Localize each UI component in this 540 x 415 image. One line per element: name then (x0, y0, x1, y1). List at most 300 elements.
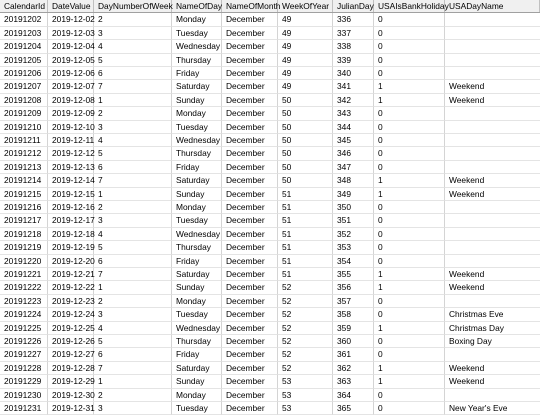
cell-daynumberofweek[interactable]: 6 (94, 161, 172, 174)
column-header-usaisbankholiday[interactable]: USAIsBankHoliday (374, 0, 445, 12)
cell-usaisbankholiday[interactable]: 1 (374, 322, 445, 335)
column-header-datevalue[interactable]: DateValue (48, 0, 94, 12)
cell-calendarid[interactable]: 20191227 (0, 348, 48, 361)
cell-weekofyear[interactable]: 51 (278, 214, 333, 227)
cell-weekofyear[interactable]: 50 (278, 161, 333, 174)
cell-nameofmonth[interactable]: December (222, 134, 278, 147)
cell-weekofyear[interactable]: 52 (278, 348, 333, 361)
cell-usaisbankholiday[interactable]: 1 (374, 281, 445, 294)
cell-usadayname[interactable] (445, 40, 540, 53)
table-row[interactable] (0, 147, 540, 160)
cell-usadayname[interactable]: Weekend (445, 94, 540, 107)
cell-nameofmonth[interactable]: December (222, 295, 278, 308)
cell-daynumberofweek[interactable]: 5 (94, 335, 172, 348)
table-row[interactable] (0, 308, 540, 321)
table-row[interactable] (0, 201, 540, 214)
cell-nameofmonth[interactable]: December (222, 241, 278, 254)
cell-calendarid[interactable]: 20191208 (0, 94, 48, 107)
cell-weekofyear[interactable]: 50 (278, 121, 333, 134)
cell-usaisbankholiday[interactable]: 1 (374, 375, 445, 388)
cell-julianday[interactable]: 365 (333, 402, 374, 415)
column-header-daynumberofweek[interactable]: DayNumberOfWeek (94, 0, 172, 12)
cell-nameofmonth[interactable]: December (222, 335, 278, 348)
cell-nameofday[interactable]: Sunday (172, 375, 222, 388)
cell-usadayname[interactable] (445, 348, 540, 361)
cell-datevalue[interactable]: 2019-12-29 (48, 375, 94, 388)
cell-nameofday[interactable]: Sunday (172, 281, 222, 294)
cell-usadayname[interactable] (445, 67, 540, 80)
cell-weekofyear[interactable]: 49 (278, 80, 333, 93)
cell-julianday[interactable]: 357 (333, 295, 374, 308)
cell-nameofday[interactable]: Monday (172, 13, 222, 26)
cell-nameofday[interactable]: Sunday (172, 94, 222, 107)
cell-usaisbankholiday[interactable]: 0 (374, 228, 445, 241)
cell-usaisbankholiday[interactable]: 0 (374, 402, 445, 415)
cell-nameofmonth[interactable]: December (222, 27, 278, 40)
cell-calendarid[interactable]: 20191204 (0, 40, 48, 53)
cell-daynumberofweek[interactable]: 3 (94, 214, 172, 227)
cell-datevalue[interactable]: 2019-12-12 (48, 147, 94, 160)
cell-nameofday[interactable]: Saturday (172, 268, 222, 281)
cell-daynumberofweek[interactable]: 1 (94, 188, 172, 201)
column-header-nameofday[interactable]: NameOfDay (172, 0, 222, 12)
cell-daynumberofweek[interactable]: 6 (94, 348, 172, 361)
cell-weekofyear[interactable]: 53 (278, 375, 333, 388)
cell-usaisbankholiday[interactable]: 0 (374, 295, 445, 308)
cell-nameofmonth[interactable]: December (222, 94, 278, 107)
table-row[interactable] (0, 362, 540, 375)
cell-nameofmonth[interactable]: December (222, 308, 278, 321)
cell-daynumberofweek[interactable]: 2 (94, 389, 172, 402)
cell-usadayname[interactable]: Christmas Eve (445, 308, 540, 321)
cell-weekofyear[interactable]: 51 (278, 268, 333, 281)
cell-julianday[interactable]: 358 (333, 308, 374, 321)
cell-usaisbankholiday[interactable]: 0 (374, 134, 445, 147)
cell-nameofday[interactable]: Monday (172, 201, 222, 214)
cell-calendarid[interactable]: 20191228 (0, 362, 48, 375)
cell-julianday[interactable]: 349 (333, 188, 374, 201)
cell-usadayname[interactable] (445, 13, 540, 26)
table-row[interactable] (0, 134, 540, 147)
cell-usaisbankholiday[interactable]: 0 (374, 255, 445, 268)
cell-weekofyear[interactable]: 50 (278, 174, 333, 187)
table-row[interactable] (0, 13, 540, 26)
cell-usadayname[interactable]: Christmas Day (445, 322, 540, 335)
cell-calendarid[interactable]: 20191202 (0, 13, 48, 26)
cell-nameofday[interactable]: Wednesday (172, 228, 222, 241)
cell-usadayname[interactable]: Weekend (445, 174, 540, 187)
cell-daynumberofweek[interactable]: 3 (94, 27, 172, 40)
cell-usadayname[interactable] (445, 27, 540, 40)
cell-nameofday[interactable]: Friday (172, 348, 222, 361)
cell-usadayname[interactable] (445, 107, 540, 120)
table-row[interactable] (0, 402, 540, 415)
cell-nameofmonth[interactable]: December (222, 228, 278, 241)
cell-calendarid[interactable]: 20191230 (0, 389, 48, 402)
cell-usadayname[interactable] (445, 389, 540, 402)
cell-usaisbankholiday[interactable]: 0 (374, 241, 445, 254)
cell-nameofday[interactable]: Friday (172, 161, 222, 174)
cell-usadayname[interactable] (445, 161, 540, 174)
cell-usadayname[interactable] (445, 54, 540, 67)
cell-daynumberofweek[interactable]: 1 (94, 375, 172, 388)
table-row[interactable] (0, 94, 540, 107)
cell-julianday[interactable]: 347 (333, 161, 374, 174)
cell-usaisbankholiday[interactable]: 0 (374, 13, 445, 26)
cell-datevalue[interactable]: 2019-12-11 (48, 134, 94, 147)
cell-calendarid[interactable]: 20191221 (0, 268, 48, 281)
cell-nameofday[interactable]: Saturday (172, 80, 222, 93)
cell-weekofyear[interactable]: 52 (278, 295, 333, 308)
cell-calendarid[interactable]: 20191225 (0, 322, 48, 335)
cell-usaisbankholiday[interactable]: 0 (374, 348, 445, 361)
cell-julianday[interactable]: 362 (333, 362, 374, 375)
table-row[interactable] (0, 121, 540, 134)
cell-usaisbankholiday[interactable]: 1 (374, 362, 445, 375)
cell-nameofday[interactable]: Tuesday (172, 27, 222, 40)
cell-datevalue[interactable]: 2019-12-03 (48, 27, 94, 40)
table-row[interactable] (0, 389, 540, 402)
cell-julianday[interactable]: 355 (333, 268, 374, 281)
cell-julianday[interactable]: 363 (333, 375, 374, 388)
column-header-weekofyear[interactable]: WeekOfYear (278, 0, 333, 12)
cell-julianday[interactable]: 338 (333, 40, 374, 53)
cell-nameofday[interactable]: Thursday (172, 335, 222, 348)
cell-calendarid[interactable]: 20191219 (0, 241, 48, 254)
cell-daynumberofweek[interactable]: 7 (94, 268, 172, 281)
cell-nameofmonth[interactable]: December (222, 402, 278, 415)
cell-daynumberofweek[interactable]: 5 (94, 241, 172, 254)
cell-nameofday[interactable]: Friday (172, 67, 222, 80)
cell-daynumberofweek[interactable]: 6 (94, 67, 172, 80)
cell-calendarid[interactable]: 20191206 (0, 67, 48, 80)
cell-usadayname[interactable]: Weekend (445, 188, 540, 201)
cell-usaisbankholiday[interactable]: 0 (374, 67, 445, 80)
cell-nameofmonth[interactable]: December (222, 80, 278, 93)
cell-nameofmonth[interactable]: December (222, 121, 278, 134)
cell-usaisbankholiday[interactable]: 1 (374, 268, 445, 281)
cell-julianday[interactable]: 356 (333, 281, 374, 294)
cell-calendarid[interactable]: 20191217 (0, 214, 48, 227)
cell-nameofmonth[interactable]: December (222, 54, 278, 67)
table-row[interactable] (0, 335, 540, 348)
cell-julianday[interactable]: 348 (333, 174, 374, 187)
table-row[interactable] (0, 348, 540, 361)
cell-datevalue[interactable]: 2019-12-28 (48, 362, 94, 375)
cell-usadayname[interactable] (445, 214, 540, 227)
cell-julianday[interactable]: 351 (333, 214, 374, 227)
cell-usaisbankholiday[interactable]: 0 (374, 335, 445, 348)
cell-weekofyear[interactable]: 52 (278, 322, 333, 335)
column-header-julianday[interactable]: JulianDay (333, 0, 374, 12)
cell-nameofday[interactable]: Tuesday (172, 402, 222, 415)
cell-daynumberofweek[interactable]: 4 (94, 134, 172, 147)
cell-nameofmonth[interactable]: December (222, 67, 278, 80)
cell-datevalue[interactable]: 2019-12-13 (48, 161, 94, 174)
cell-daynumberofweek[interactable]: 7 (94, 362, 172, 375)
cell-nameofday[interactable]: Sunday (172, 188, 222, 201)
cell-usadayname[interactable]: Weekend (445, 362, 540, 375)
cell-daynumberofweek[interactable]: 1 (94, 281, 172, 294)
cell-usaisbankholiday[interactable]: 1 (374, 94, 445, 107)
cell-usaisbankholiday[interactable]: 0 (374, 147, 445, 160)
cell-weekofyear[interactable]: 51 (278, 255, 333, 268)
cell-usadayname[interactable] (445, 295, 540, 308)
cell-julianday[interactable]: 343 (333, 107, 374, 120)
cell-usaisbankholiday[interactable]: 0 (374, 161, 445, 174)
cell-datevalue[interactable]: 2019-12-02 (48, 13, 94, 26)
cell-usadayname[interactable] (445, 147, 540, 160)
cell-nameofmonth[interactable]: December (222, 281, 278, 294)
cell-usadayname[interactable] (445, 228, 540, 241)
cell-nameofday[interactable]: Wednesday (172, 134, 222, 147)
cell-weekofyear[interactable]: 52 (278, 335, 333, 348)
cell-datevalue[interactable]: 2019-12-18 (48, 228, 94, 241)
cell-weekofyear[interactable]: 51 (278, 201, 333, 214)
table-row[interactable] (0, 107, 540, 120)
cell-calendarid[interactable]: 20191218 (0, 228, 48, 241)
cell-julianday[interactable]: 359 (333, 322, 374, 335)
cell-usaisbankholiday[interactable]: 0 (374, 107, 445, 120)
cell-daynumberofweek[interactable]: 2 (94, 13, 172, 26)
cell-nameofmonth[interactable]: December (222, 255, 278, 268)
column-header-usadayname[interactable]: USADayName (445, 0, 540, 12)
cell-usadayname[interactable]: Weekend (445, 375, 540, 388)
cell-weekofyear[interactable]: 52 (278, 362, 333, 375)
cell-nameofmonth[interactable]: December (222, 348, 278, 361)
cell-usaisbankholiday[interactable]: 0 (374, 308, 445, 321)
cell-usaisbankholiday[interactable]: 0 (374, 40, 445, 53)
cell-datevalue[interactable]: 2019-12-07 (48, 80, 94, 93)
cell-calendarid[interactable]: 20191216 (0, 201, 48, 214)
cell-datevalue[interactable]: 2019-12-25 (48, 322, 94, 335)
cell-nameofmonth[interactable]: December (222, 13, 278, 26)
cell-datevalue[interactable]: 2019-12-06 (48, 67, 94, 80)
cell-nameofmonth[interactable]: December (222, 147, 278, 160)
cell-usadayname[interactable]: Weekend (445, 80, 540, 93)
cell-daynumberofweek[interactable]: 2 (94, 201, 172, 214)
cell-julianday[interactable]: 346 (333, 147, 374, 160)
cell-julianday[interactable]: 341 (333, 80, 374, 93)
cell-usaisbankholiday[interactable]: 1 (374, 188, 445, 201)
cell-calendarid[interactable]: 20191214 (0, 174, 48, 187)
cell-daynumberofweek[interactable]: 5 (94, 54, 172, 67)
cell-daynumberofweek[interactable]: 3 (94, 402, 172, 415)
cell-weekofyear[interactable]: 50 (278, 94, 333, 107)
cell-datevalue[interactable]: 2019-12-10 (48, 121, 94, 134)
cell-nameofday[interactable]: Thursday (172, 241, 222, 254)
cell-nameofday[interactable]: Saturday (172, 174, 222, 187)
cell-nameofmonth[interactable]: December (222, 362, 278, 375)
table-row[interactable] (0, 54, 540, 67)
cell-usadayname[interactable]: Weekend (445, 281, 540, 294)
cell-calendarid[interactable]: 20191223 (0, 295, 48, 308)
table-row[interactable] (0, 174, 540, 187)
cell-daynumberofweek[interactable]: 3 (94, 121, 172, 134)
cell-calendarid[interactable]: 20191231 (0, 402, 48, 415)
table-row[interactable] (0, 268, 540, 281)
cell-calendarid[interactable]: 20191211 (0, 134, 48, 147)
cell-datevalue[interactable]: 2019-12-23 (48, 295, 94, 308)
cell-julianday[interactable]: 339 (333, 54, 374, 67)
cell-weekofyear[interactable]: 51 (278, 188, 333, 201)
cell-weekofyear[interactable]: 52 (278, 281, 333, 294)
cell-nameofday[interactable]: Monday (172, 107, 222, 120)
cell-datevalue[interactable]: 2019-12-24 (48, 308, 94, 321)
cell-usadayname[interactable] (445, 134, 540, 147)
cell-nameofmonth[interactable]: December (222, 389, 278, 402)
cell-datevalue[interactable]: 2019-12-31 (48, 402, 94, 415)
cell-datevalue[interactable]: 2019-12-27 (48, 348, 94, 361)
cell-calendarid[interactable]: 20191215 (0, 188, 48, 201)
cell-daynumberofweek[interactable]: 6 (94, 255, 172, 268)
column-header-calendarid[interactable]: CalendarId (0, 0, 48, 12)
table-row[interactable] (0, 67, 540, 80)
table-row[interactable] (0, 188, 540, 201)
cell-usaisbankholiday[interactable]: 1 (374, 80, 445, 93)
cell-weekofyear[interactable]: 51 (278, 228, 333, 241)
cell-nameofday[interactable]: Monday (172, 295, 222, 308)
cell-datevalue[interactable]: 2019-12-15 (48, 188, 94, 201)
cell-calendarid[interactable]: 20191203 (0, 27, 48, 40)
table-row[interactable] (0, 40, 540, 53)
table-row[interactable] (0, 322, 540, 335)
cell-daynumberofweek[interactable]: 2 (94, 107, 172, 120)
column-header-nameofmonth[interactable]: NameOfMonth (222, 0, 278, 12)
cell-weekofyear[interactable]: 53 (278, 402, 333, 415)
cell-usaisbankholiday[interactable]: 0 (374, 27, 445, 40)
cell-weekofyear[interactable]: 53 (278, 389, 333, 402)
cell-calendarid[interactable]: 20191224 (0, 308, 48, 321)
cell-datevalue[interactable]: 2019-12-14 (48, 174, 94, 187)
cell-nameofday[interactable]: Thursday (172, 54, 222, 67)
cell-nameofmonth[interactable]: December (222, 188, 278, 201)
cell-daynumberofweek[interactable]: 4 (94, 228, 172, 241)
cell-julianday[interactable]: 352 (333, 228, 374, 241)
cell-calendarid[interactable]: 20191220 (0, 255, 48, 268)
table-row[interactable] (0, 214, 540, 227)
table-row[interactable] (0, 80, 540, 93)
cell-usaisbankholiday[interactable]: 0 (374, 121, 445, 134)
cell-datevalue[interactable]: 2019-12-30 (48, 389, 94, 402)
cell-datevalue[interactable]: 2019-12-20 (48, 255, 94, 268)
cell-usadayname[interactable]: Boxing Day (445, 335, 540, 348)
table-row[interactable] (0, 255, 540, 268)
table-row[interactable] (0, 295, 540, 308)
cell-nameofmonth[interactable]: December (222, 161, 278, 174)
cell-julianday[interactable]: 361 (333, 348, 374, 361)
cell-datevalue[interactable]: 2019-12-08 (48, 94, 94, 107)
cell-daynumberofweek[interactable]: 5 (94, 147, 172, 160)
cell-datevalue[interactable]: 2019-12-04 (48, 40, 94, 53)
cell-weekofyear[interactable]: 51 (278, 241, 333, 254)
cell-daynumberofweek[interactable]: 4 (94, 40, 172, 53)
cell-weekofyear[interactable]: 50 (278, 147, 333, 160)
cell-nameofday[interactable]: Tuesday (172, 121, 222, 134)
cell-julianday[interactable]: 360 (333, 335, 374, 348)
cell-calendarid[interactable]: 20191205 (0, 54, 48, 67)
cell-daynumberofweek[interactable]: 7 (94, 80, 172, 93)
cell-nameofday[interactable]: Saturday (172, 362, 222, 375)
table-row[interactable] (0, 281, 540, 294)
cell-nameofmonth[interactable]: December (222, 268, 278, 281)
cell-nameofday[interactable]: Tuesday (172, 214, 222, 227)
cell-julianday[interactable]: 353 (333, 241, 374, 254)
cell-calendarid[interactable]: 20191226 (0, 335, 48, 348)
cell-usadayname[interactable] (445, 241, 540, 254)
cell-daynumberofweek[interactable]: 7 (94, 174, 172, 187)
cell-calendarid[interactable]: 20191212 (0, 147, 48, 160)
cell-weekofyear[interactable]: 50 (278, 134, 333, 147)
cell-nameofday[interactable]: Friday (172, 255, 222, 268)
cell-nameofmonth[interactable]: December (222, 107, 278, 120)
table-row[interactable] (0, 375, 540, 388)
table-row[interactable] (0, 161, 540, 174)
cell-usaisbankholiday[interactable]: 0 (374, 201, 445, 214)
cell-datevalue[interactable]: 2019-12-19 (48, 241, 94, 254)
cell-calendarid[interactable]: 20191222 (0, 281, 48, 294)
cell-weekofyear[interactable]: 49 (278, 27, 333, 40)
cell-nameofmonth[interactable]: December (222, 375, 278, 388)
cell-nameofday[interactable]: Wednesday (172, 322, 222, 335)
cell-julianday[interactable]: 336 (333, 13, 374, 26)
cell-daynumberofweek[interactable]: 3 (94, 308, 172, 321)
cell-nameofday[interactable]: Monday (172, 389, 222, 402)
cell-usaisbankholiday[interactable]: 0 (374, 389, 445, 402)
cell-datevalue[interactable]: 2019-12-22 (48, 281, 94, 294)
cell-nameofmonth[interactable]: December (222, 40, 278, 53)
table-row[interactable] (0, 241, 540, 254)
cell-usadayname[interactable]: Weekend (445, 268, 540, 281)
cell-usaisbankholiday[interactable]: 0 (374, 54, 445, 67)
cell-daynumberofweek[interactable]: 2 (94, 295, 172, 308)
cell-weekofyear[interactable]: 49 (278, 67, 333, 80)
cell-nameofmonth[interactable]: December (222, 174, 278, 187)
cell-calendarid[interactable]: 20191207 (0, 80, 48, 93)
cell-datevalue[interactable]: 2019-12-09 (48, 107, 94, 120)
table-row[interactable] (0, 27, 540, 40)
cell-julianday[interactable]: 344 (333, 121, 374, 134)
cell-datevalue[interactable]: 2019-12-17 (48, 214, 94, 227)
cell-weekofyear[interactable]: 49 (278, 13, 333, 26)
cell-calendarid[interactable]: 20191213 (0, 161, 48, 174)
cell-calendarid[interactable]: 20191209 (0, 107, 48, 120)
cell-calendarid[interactable]: 20191229 (0, 375, 48, 388)
cell-usadayname[interactable] (445, 121, 540, 134)
cell-nameofmonth[interactable]: December (222, 322, 278, 335)
cell-usaisbankholiday[interactable]: 1 (374, 174, 445, 187)
cell-datevalue[interactable]: 2019-12-16 (48, 201, 94, 214)
cell-nameofmonth[interactable]: December (222, 201, 278, 214)
cell-julianday[interactable]: 337 (333, 27, 374, 40)
cell-weekofyear[interactable]: 50 (278, 107, 333, 120)
cell-usadayname[interactable] (445, 255, 540, 268)
cell-julianday[interactable]: 354 (333, 255, 374, 268)
cell-julianday[interactable]: 340 (333, 67, 374, 80)
cell-usadayname[interactable] (445, 201, 540, 214)
cell-daynumberofweek[interactable]: 4 (94, 322, 172, 335)
cell-julianday[interactable]: 345 (333, 134, 374, 147)
cell-nameofday[interactable]: Tuesday (172, 308, 222, 321)
cell-weekofyear[interactable]: 49 (278, 54, 333, 67)
cell-datevalue[interactable]: 2019-12-26 (48, 335, 94, 348)
cell-datevalue[interactable]: 2019-12-05 (48, 54, 94, 67)
cell-weekofyear[interactable]: 49 (278, 40, 333, 53)
table-row[interactable] (0, 228, 540, 241)
cell-weekofyear[interactable]: 52 (278, 308, 333, 321)
cell-daynumberofweek[interactable]: 1 (94, 94, 172, 107)
cell-julianday[interactable]: 364 (333, 389, 374, 402)
